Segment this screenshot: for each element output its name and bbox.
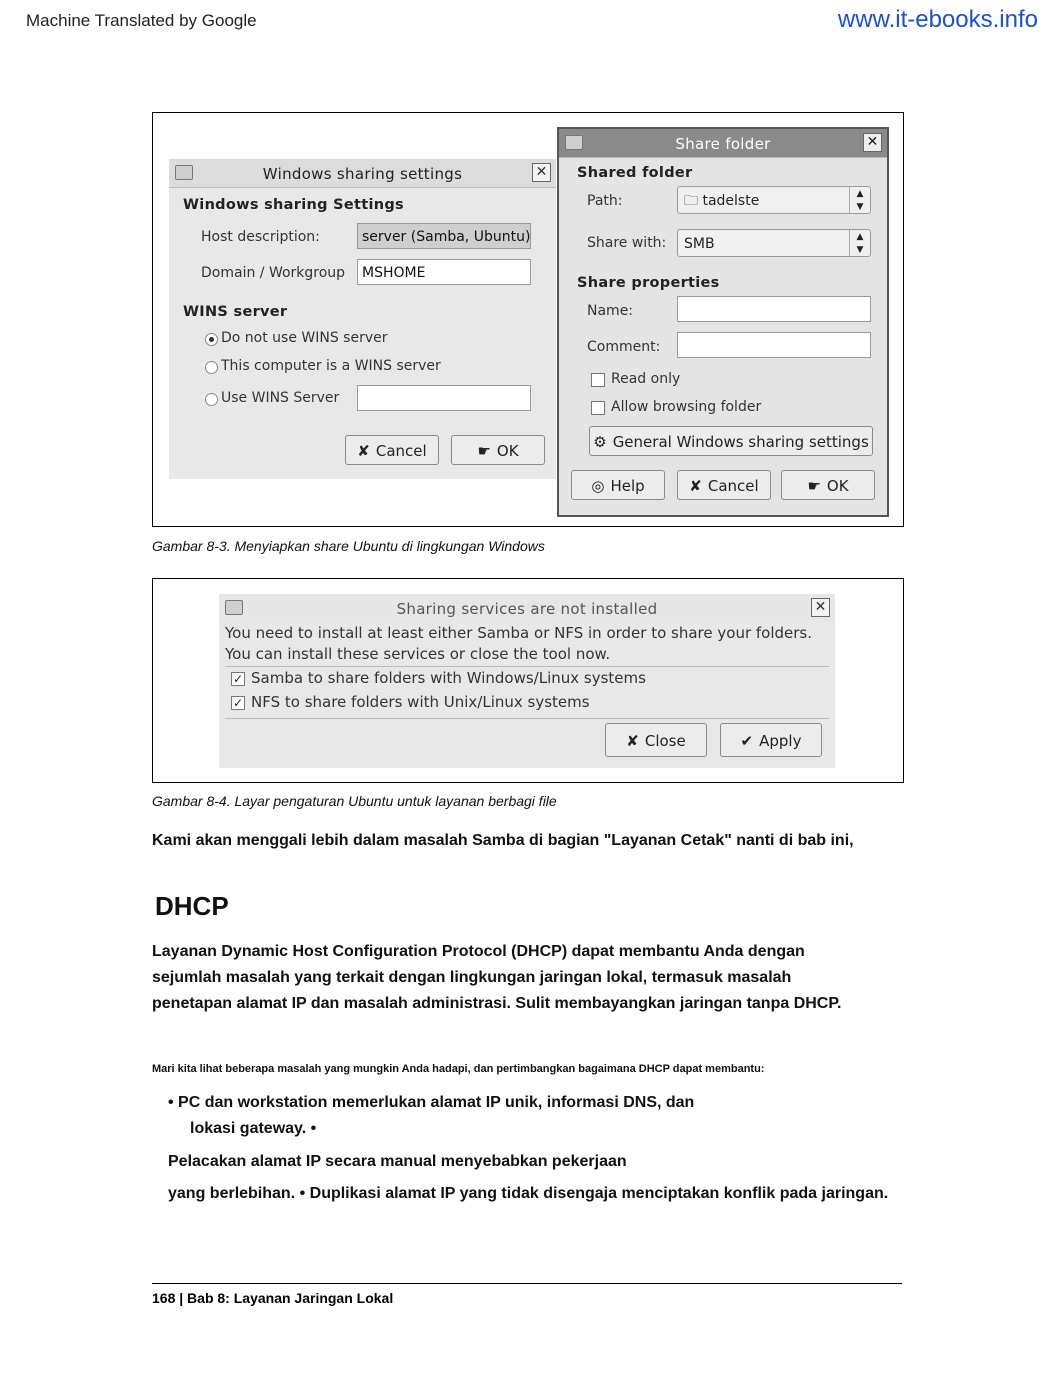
x-icon: ✘: [626, 732, 639, 750]
radio-use-wins-label: Use WINS Server: [221, 390, 340, 406]
domain-workgroup-field[interactable]: MSHOME: [357, 259, 531, 285]
paragraph-dhcp-line-3: penetapan alamat IP dan masalah administrasi. Sulit membayangkan jaringan tanpa DHCP.: [152, 995, 842, 1012]
bullet-line-1: • PC dan workstation memerlukan alamat IP unik, informasi DNS, dan: [168, 1094, 695, 1111]
dialog-title: Share folder: [675, 135, 771, 153]
share-folder-titlebar: [559, 129, 887, 158]
close-icon[interactable]: ✕: [811, 598, 830, 617]
samba-checkbox[interactable]: ✓: [232, 672, 244, 686]
sharing-services-titlebar: [219, 594, 835, 622]
message-line-1: You need to install at least either Samba or NFS in order to share your folders.: [225, 624, 813, 642]
settings-icon: ⚙: [593, 433, 607, 451]
allow-browsing-checkbox[interactable]: [591, 401, 605, 415]
host-description-label: Host description:: [201, 229, 320, 245]
bullet-line-2: lokasi gateway. •: [190, 1120, 317, 1137]
paragraph-dhcp-line-1: Layanan Dynamic Host Configuration Protocol (DHCP) dapat membantu Anda dengan: [152, 943, 805, 960]
ok-button[interactable]: ☛ OK: [781, 470, 875, 500]
dialog-title: Windows sharing settings: [262, 165, 463, 183]
wins-server-field[interactable]: [357, 385, 531, 411]
radio-no-wins[interactable]: [205, 333, 218, 346]
paragraph-samba: Kami akan menggali lebih dalam masalah Samba di bagian "Layanan Cetak" nanti di bab ini,: [152, 832, 854, 849]
name-field[interactable]: [677, 296, 871, 322]
footer-rule: [152, 1283, 902, 1284]
comment-field[interactable]: [677, 332, 871, 358]
spin-arrows-icon: ▲ ▼: [849, 187, 870, 213]
ok-hand-icon: ☛: [477, 442, 491, 460]
radio-this-wins-label: This computer is a WINS server: [221, 358, 441, 374]
allow-browsing-label: Allow browsing folder: [611, 399, 762, 415]
it-ebooks-link[interactable]: www.it-ebooks.info: [837, 6, 1038, 33]
section-heading-dhcp: DHCP: [155, 891, 229, 921]
ok-hand-icon: ☛: [807, 477, 821, 495]
message-line-2: You can install these services or close the tool now.: [225, 645, 611, 663]
samba-label: Samba to share folders with Windows/Linux systems: [251, 669, 646, 687]
general-windows-sharing-button[interactable]: ⚙ General Windows sharing settings: [589, 426, 873, 456]
shared-folder-heading: Shared folder: [577, 165, 693, 181]
close-icon[interactable]: ✕: [532, 163, 551, 182]
divider: [225, 718, 829, 719]
close-button[interactable]: ✘ Close: [605, 723, 707, 757]
page-footer: 168 | Bab 8: Layanan Jaringan Lokal: [152, 1290, 394, 1306]
folder-icon: 🗀: [684, 193, 698, 209]
figure-8-4-caption: Gambar 8-4. Layar pengaturan Ubuntu untuk layanan berbagi file: [152, 793, 557, 809]
check-icon: ✔: [740, 732, 754, 750]
spin-arrows-icon: ▲ ▼: [849, 230, 870, 256]
path-combo[interactable]: 🗀 tadelste ▲ ▼: [677, 186, 871, 214]
close-icon[interactable]: ✕: [863, 133, 882, 152]
dialog-title: Sharing services are not installed: [396, 600, 658, 618]
ok-button[interactable]: ☛ OK: [451, 435, 545, 465]
cancel-button[interactable]: ✘ Cancel: [345, 435, 439, 465]
bullet-line-3: Pelacakan alamat IP secara manual menyebabkan pekerjaan: [168, 1153, 627, 1170]
domain-workgroup-label: Domain / Workgroup: [201, 265, 346, 281]
host-description-field[interactable]: server (Samba, Ubuntu): [357, 223, 531, 249]
share-folder-dialog: [557, 127, 889, 517]
comment-label: Comment:: [587, 339, 661, 355]
radio-this-wins[interactable]: [205, 361, 218, 374]
machine-translated-label: Machine Translated by Google: [26, 11, 257, 30]
read-only-checkbox[interactable]: [591, 373, 605, 387]
figure-8-3-caption: Gambar 8-3. Menyiapkan share Ubuntu di lingkungan Windows: [152, 538, 545, 554]
share-with-label: Share with:: [587, 235, 667, 251]
windows-sharing-dialog: [169, 159, 556, 479]
apply-button[interactable]: ✔ Apply: [720, 723, 822, 757]
x-icon: ✘: [357, 442, 370, 460]
share-properties-heading: Share properties: [577, 275, 720, 291]
read-only-label: Read only: [611, 371, 681, 387]
cancel-button[interactable]: ✘ Cancel: [677, 470, 771, 500]
figure-8-4: [152, 578, 904, 783]
name-label: Name:: [587, 303, 634, 319]
nfs-checkbox[interactable]: ✓: [232, 696, 244, 710]
wins-heading: WINS server: [183, 304, 288, 320]
sharing-services-dialog: [219, 594, 835, 768]
bullet-line-4: yang berlebihan. • Duplikasi alamat IP yang tidak disengaja menciptakan konflik pada jaringan.: [168, 1185, 889, 1202]
share-with-combo[interactable]: SMB ▲ ▼: [677, 229, 871, 257]
radio-use-wins[interactable]: [205, 393, 218, 406]
x-icon: ✘: [689, 477, 702, 495]
path-label: Path:: [587, 193, 623, 209]
help-icon: ◎: [591, 477, 605, 495]
radio-no-wins-label: Do not use WINS server: [221, 330, 388, 346]
nfs-label: NFS to share folders with Unix/Linux systems: [251, 693, 590, 711]
paragraph-dhcp-line-2: sejumlah masalah yang terkait dengan lingkungan jaringan lokal, termasuk masalah: [152, 969, 792, 986]
intro-small-text: Mari kita lihat beberapa masalah yang mungkin Anda hadapi, dan pertimbangkan bagaimana DHCP dapat membantu:: [152, 1063, 765, 1075]
divider: [225, 666, 829, 667]
figure-8-3: [152, 112, 904, 527]
windows-sharing-titlebar: [169, 159, 556, 188]
section-heading: Windows sharing Settings: [183, 197, 404, 213]
help-button[interactable]: ◎ Help: [571, 470, 665, 500]
